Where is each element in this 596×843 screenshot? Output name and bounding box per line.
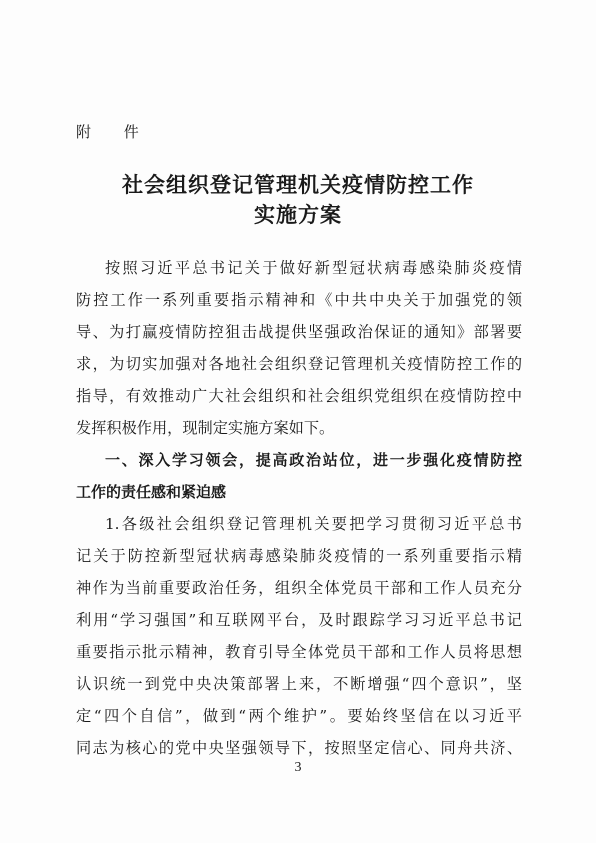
body-paragraph-line: 指导，有效推动广大社会组织和社会组织党组织在疫情防控中 <box>76 387 522 405</box>
body-paragraph-line: 按照习近平总书记关于做好新型冠状病毒感染肺炎疫情 <box>105 259 522 277</box>
attachment-label: 附 件 <box>76 123 153 141</box>
body-paragraph-line: 记关于防控新型冠状病毒感染肺炎疫情的一系列重要指示精 <box>76 547 522 565</box>
document-title-line-2: 实施方案 <box>254 203 342 227</box>
body-paragraph-line: 求，为切实加强对各地社会组织登记管理机关疫情防控工作的 <box>76 355 522 373</box>
body-paragraph-line: 1.各级社会组织登记管理机关要把学习贯彻习近平总书 <box>105 515 522 533</box>
document-title-line-1: 社会组织登记管理机关疫情防控工作 <box>122 173 474 197</box>
body-paragraph-line: 同志为核心的党中央坚强领导下，按照坚定信心、同舟共济、 <box>76 739 522 757</box>
body-paragraph-line: 发挥积极作用，现制定实施方案如下。 <box>76 419 335 437</box>
body-paragraph-line: 防控工作一系列重要指示精神和《中共中央关于加强党的领 <box>76 291 522 309</box>
section-heading-line: 工作的责任感和紧迫感 <box>76 483 227 501</box>
page-number: 3 <box>294 760 302 775</box>
body-paragraph-line: 导、为打赢疫情防控狙击战提供坚强政治保证的通知》部署要 <box>76 323 522 341</box>
body-paragraph-line: 定“四个自信”，做到“两个维护”。要始终坚信在以习近平 <box>76 707 522 725</box>
body-paragraph-line: 重要指示批示精神，教育引导全体党员干部和工作人员将思想 <box>76 643 522 661</box>
body-paragraph-line: 神作为当前重要政治任务，组织全体党员干部和工作人员充分 <box>76 579 522 597</box>
body-paragraph-line: 利用“学习强国”和互联网平台，及时跟踪学习习近平总书记 <box>76 611 522 629</box>
body-paragraph-line: 认识统一到党中央决策部署上来，不断增强“四个意识”，坚 <box>76 675 522 693</box>
section-heading-line: 一、深入学习领会，提高政治站位，进一步强化疫情防控 <box>105 451 522 469</box>
